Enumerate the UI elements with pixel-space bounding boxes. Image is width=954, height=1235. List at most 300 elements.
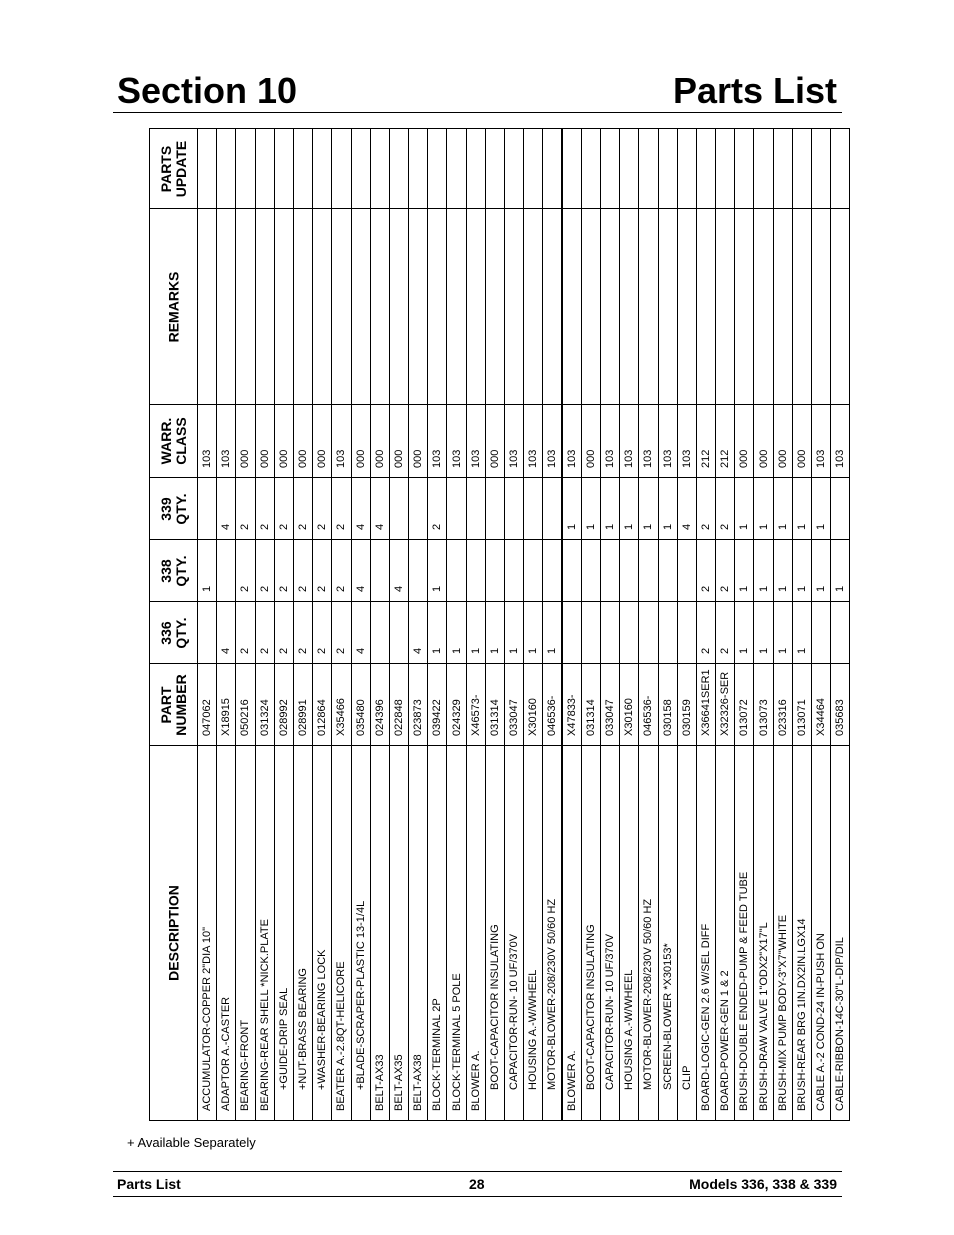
cell-warr-class	[236, 405, 255, 478]
cell-part-number	[677, 664, 696, 746]
header-qty-339	[150, 478, 198, 540]
text-part-number: 031314	[488, 699, 501, 736]
cell-qty-339	[754, 478, 773, 540]
text-warr-class: 000	[277, 449, 290, 468]
band-warr-class	[150, 405, 850, 478]
cell-qty-338	[543, 540, 562, 602]
cell-remarks	[792, 209, 811, 405]
text-part-number: 028991	[297, 699, 310, 736]
text-warr-class: 000	[373, 449, 386, 468]
cell-parts-update	[428, 129, 447, 209]
cell-qty-336	[620, 602, 639, 664]
cell-qty-339	[581, 478, 600, 540]
text-part-number: 013071	[795, 699, 808, 736]
cell-warr-class	[370, 405, 389, 478]
cell-qty-336	[370, 602, 389, 664]
cell-warr-class	[293, 405, 312, 478]
cell-part-number	[485, 664, 504, 746]
text-qty-339: 4	[680, 523, 693, 530]
cell-qty-339	[524, 478, 543, 540]
cell-description	[255, 746, 274, 1121]
text-qty-338: 1	[815, 585, 828, 592]
text-part-number: 012864	[316, 699, 329, 736]
cell-parts-update	[639, 129, 658, 209]
cell-remarks	[754, 209, 773, 405]
cell-qty-338	[351, 540, 370, 602]
text-warr-class: 000	[239, 449, 252, 468]
header-qty-339-line: QTY.	[172, 492, 189, 525]
cell-parts-update	[236, 129, 255, 209]
text-qty-339: 1	[584, 523, 597, 530]
text-description: CABLE A.-2 COND-24 IN-PUSH ON	[815, 933, 828, 1111]
cell-qty-338	[639, 540, 658, 602]
cell-remarks	[198, 209, 217, 405]
text-warr-class: 000	[412, 449, 425, 468]
cell-qty-336	[409, 602, 428, 664]
header-warr-class-line: WARR.	[157, 417, 174, 465]
text-warr-class: 103	[815, 449, 828, 468]
cell-description	[389, 746, 408, 1121]
cell-qty-336	[812, 602, 831, 664]
cell-parts-update	[562, 129, 581, 209]
text-description: ACCUMULATOR-COPPER 2"DIA 10"	[201, 926, 214, 1111]
cell-parts-update	[255, 129, 274, 209]
cell-parts-update	[524, 129, 543, 209]
cell-remarks	[428, 209, 447, 405]
cell-description	[543, 746, 562, 1121]
cell-description	[236, 746, 255, 1121]
text-qty-339: 2	[335, 523, 348, 530]
cell-qty-336	[600, 602, 619, 664]
text-warr-class: 103	[604, 449, 617, 468]
cell-part-number	[792, 664, 811, 746]
cell-qty-336	[351, 602, 370, 664]
footer-rule-bottom	[113, 1196, 842, 1197]
text-description: ADAPTOR A.-CASTER	[220, 996, 233, 1111]
cell-remarks	[370, 209, 389, 405]
cell-qty-339	[389, 478, 408, 540]
text-warr-class: 103	[642, 449, 655, 468]
cell-parts-update	[754, 129, 773, 209]
text-description: BEATER A.-2.8QT-HELICORE	[335, 961, 348, 1111]
text-description: CAPACITOR-RUN- 10 UF/370V	[604, 933, 617, 1090]
cell-description	[562, 746, 581, 1121]
text-qty-336: 4	[354, 647, 367, 654]
cell-remarks	[581, 209, 600, 405]
cell-description	[485, 746, 504, 1121]
cell-remarks	[620, 209, 639, 405]
text-warr-class: 000	[488, 449, 501, 468]
band-description	[150, 746, 850, 1121]
footer-models: Models 336, 338 & 339	[689, 1176, 837, 1192]
text-qty-339: 1	[776, 523, 789, 530]
cell-part-number	[754, 664, 773, 746]
cell-warr-class	[773, 405, 792, 478]
text-description: +WASHER-BEARING LOCK	[316, 949, 329, 1090]
cell-description	[773, 746, 792, 1121]
cell-qty-336	[428, 602, 447, 664]
cell-parts-update	[735, 129, 754, 209]
text-description: BOARD-LOGIC-GEN 2.6 W/SEL DIFF	[699, 923, 712, 1111]
cell-parts-update	[543, 129, 562, 209]
cell-part-number	[293, 664, 312, 746]
cell-qty-338	[581, 540, 600, 602]
text-description: BELT-AX38	[412, 1054, 425, 1111]
text-qty-336: 4	[220, 647, 233, 654]
text-warr-class: 000	[776, 449, 789, 468]
text-qty-339: 2	[719, 523, 732, 530]
text-qty-339: 1	[661, 523, 674, 530]
cell-warr-class	[600, 405, 619, 478]
text-qty-336: 2	[335, 647, 348, 654]
cell-qty-338	[255, 540, 274, 602]
cell-qty-336	[831, 602, 850, 664]
cell-qty-338	[620, 540, 639, 602]
text-qty-338: 2	[277, 585, 290, 592]
header-rule	[113, 112, 842, 113]
text-qty-339: 2	[277, 523, 290, 530]
cell-qty-338	[696, 540, 715, 602]
cell-qty-336	[466, 602, 485, 664]
text-part-number: X34464	[815, 698, 828, 736]
band-qty-336	[150, 602, 850, 664]
cell-description	[351, 746, 370, 1121]
cell-warr-class	[198, 405, 217, 478]
cell-qty-338	[217, 540, 236, 602]
text-part-number: X47833-	[565, 694, 578, 736]
cell-parts-update	[696, 129, 715, 209]
text-qty-339: 1	[623, 523, 636, 530]
cell-qty-338	[466, 540, 485, 602]
footnote: + Available Separately	[127, 1135, 256, 1150]
cell-qty-336	[792, 602, 811, 664]
cell-remarks	[773, 209, 792, 405]
text-qty-336: 1	[757, 647, 770, 654]
cell-qty-339	[677, 478, 696, 540]
cell-part-number	[505, 664, 524, 746]
cell-qty-339	[485, 478, 504, 540]
text-qty-336: 2	[277, 647, 290, 654]
text-warr-class: 103	[623, 449, 636, 468]
text-part-number: X35466	[335, 698, 348, 736]
cell-description	[696, 746, 715, 1121]
cell-qty-338	[409, 540, 428, 602]
cell-warr-class	[274, 405, 293, 478]
text-warr-class: 000	[354, 449, 367, 468]
text-qty-338: 4	[392, 585, 405, 592]
cell-warr-class	[658, 405, 677, 478]
text-part-number: 039422	[431, 699, 444, 736]
cell-parts-update	[351, 129, 370, 209]
cell-description	[505, 746, 524, 1121]
cell-qty-336	[716, 602, 735, 664]
text-description: BOOT-CAPACITOR INSULATING	[488, 924, 501, 1090]
text-qty-336: 2	[297, 647, 310, 654]
text-qty-338: 2	[297, 585, 310, 592]
header-warr-class	[150, 405, 198, 478]
text-warr-class: 103	[469, 449, 482, 468]
header-parts-update-line: PARTS	[157, 145, 174, 192]
cell-part-number	[524, 664, 543, 746]
text-warr-class: 103	[335, 449, 348, 468]
cell-qty-336	[562, 602, 581, 664]
text-description: HOUSING A.-W/WHEEL	[527, 969, 540, 1090]
text-description: MOTOR-BLOWER-208/230V 50/60 HZ	[546, 898, 559, 1090]
text-description: BLOWER A.	[565, 1050, 578, 1111]
text-qty-339: 1	[738, 523, 751, 530]
cell-description	[792, 746, 811, 1121]
text-description: BLOCK-TERMINAL 5 POLE	[450, 973, 463, 1111]
text-description: SCREEN-BLOWER *X30153*	[661, 943, 674, 1090]
cell-remarks	[696, 209, 715, 405]
cell-warr-class	[255, 405, 274, 478]
cell-qty-338	[485, 540, 504, 602]
parts-table	[149, 128, 850, 1121]
text-description: MOTOR-BLOWER-208/230V 50/60 HZ	[642, 898, 655, 1090]
text-qty-339: 1	[815, 523, 828, 530]
cell-qty-339	[543, 478, 562, 540]
text-qty-338: 1	[431, 585, 444, 592]
text-warr-class: 212	[699, 449, 712, 468]
cell-parts-update	[716, 129, 735, 209]
band-part-number	[150, 664, 850, 746]
text-part-number: 035683	[834, 699, 847, 736]
cell-parts-update	[370, 129, 389, 209]
cell-warr-class	[735, 405, 754, 478]
text-description: BRUSH-REAR BRG 1IN.DX2IN.LGX14	[795, 918, 808, 1111]
text-warr-class: 000	[258, 449, 271, 468]
cell-qty-336	[274, 602, 293, 664]
cell-part-number	[236, 664, 255, 746]
cell-qty-339	[812, 478, 831, 540]
text-qty-339: 2	[239, 523, 252, 530]
cell-qty-338	[293, 540, 312, 602]
cell-qty-338	[428, 540, 447, 602]
cell-warr-class	[313, 405, 332, 478]
cell-qty-338	[735, 540, 754, 602]
cell-qty-336	[293, 602, 312, 664]
cell-part-number	[447, 664, 466, 746]
cell-warr-class	[792, 405, 811, 478]
cell-qty-338	[812, 540, 831, 602]
cell-part-number	[217, 664, 236, 746]
cell-qty-338	[600, 540, 619, 602]
cell-qty-339	[293, 478, 312, 540]
cell-qty-339	[716, 478, 735, 540]
header-parts-update-line: UPDATE	[172, 140, 189, 197]
header-qty-336-line: QTY.	[172, 616, 189, 649]
text-qty-338: 2	[316, 585, 329, 592]
cell-qty-339	[466, 478, 485, 540]
text-description: +BLADE-SCRAPER-PLASTIC 13-1/4L	[354, 900, 367, 1090]
cell-qty-338	[562, 540, 581, 602]
page-number: 28	[469, 1176, 485, 1192]
text-warr-class: 000	[584, 449, 597, 468]
text-warr-class: 103	[834, 449, 847, 468]
cell-qty-336	[581, 602, 600, 664]
cell-warr-class	[831, 405, 850, 478]
cell-description	[466, 746, 485, 1121]
cell-remarks	[236, 209, 255, 405]
text-qty-336: 1	[508, 647, 521, 654]
text-qty-339: 2	[258, 523, 271, 530]
text-part-number: X30160	[527, 698, 540, 736]
cell-part-number	[831, 664, 850, 746]
cell-qty-338	[831, 540, 850, 602]
cell-parts-update	[505, 129, 524, 209]
cell-parts-update	[313, 129, 332, 209]
cell-qty-338	[389, 540, 408, 602]
text-qty-336: 1	[469, 647, 482, 654]
text-qty-336: 1	[431, 647, 444, 654]
text-qty-339: 4	[354, 523, 367, 530]
cell-qty-336	[677, 602, 696, 664]
cell-parts-update	[198, 129, 217, 209]
cell-qty-339	[600, 478, 619, 540]
text-qty-336: 2	[258, 647, 271, 654]
text-part-number: 028992	[277, 699, 290, 736]
cell-parts-update	[581, 129, 600, 209]
text-qty-336: 2	[719, 647, 732, 654]
cell-remarks	[562, 209, 581, 405]
cell-parts-update	[773, 129, 792, 209]
cell-qty-339	[217, 478, 236, 540]
cell-warr-class	[562, 405, 581, 478]
cell-parts-update	[485, 129, 504, 209]
text-warr-class: 000	[757, 449, 770, 468]
cell-part-number	[812, 664, 831, 746]
cell-warr-class	[389, 405, 408, 478]
text-qty-336: 1	[738, 647, 751, 654]
cell-qty-336	[696, 602, 715, 664]
cell-qty-338	[313, 540, 332, 602]
cell-warr-class	[543, 405, 562, 478]
header-description-line: DESCRIPTION	[165, 885, 181, 981]
cell-description	[754, 746, 773, 1121]
cell-qty-339	[831, 478, 850, 540]
header-qty-336	[150, 602, 198, 664]
cell-qty-339	[735, 478, 754, 540]
cell-qty-336	[505, 602, 524, 664]
cell-description	[332, 746, 351, 1121]
cell-remarks	[466, 209, 485, 405]
cell-qty-338	[274, 540, 293, 602]
cell-description	[677, 746, 696, 1121]
text-qty-336: 1	[546, 647, 559, 654]
cell-description	[370, 746, 389, 1121]
text-qty-339: 4	[220, 523, 233, 530]
text-description: +NUT-BRASS BEARING	[297, 968, 310, 1090]
text-part-number: 035480	[354, 699, 367, 736]
text-part-number: X46573-	[469, 694, 482, 736]
footer-title: Parts List	[117, 1176, 181, 1192]
cell-parts-update	[677, 129, 696, 209]
cell-qty-339	[255, 478, 274, 540]
cell-remarks	[351, 209, 370, 405]
text-qty-338: 1	[834, 585, 847, 592]
cell-remarks	[600, 209, 619, 405]
text-qty-338: 2	[239, 585, 252, 592]
cell-remarks	[485, 209, 504, 405]
cell-warr-class	[217, 405, 236, 478]
text-warr-class: 103	[220, 449, 233, 468]
text-qty-339: 4	[373, 523, 386, 530]
cell-warr-class	[524, 405, 543, 478]
cell-remarks	[658, 209, 677, 405]
cell-parts-update	[466, 129, 485, 209]
text-part-number: 046536-	[642, 695, 655, 736]
cell-qty-336	[524, 602, 543, 664]
text-warr-class: 000	[297, 449, 310, 468]
cell-qty-338	[236, 540, 255, 602]
text-description: BRUSH-MIX PUMP BODY-3"X7"WHITE	[776, 914, 789, 1111]
text-description: CABLE-RIBBON-14C-30"L-DIP/DIL	[834, 937, 847, 1111]
cell-description	[812, 746, 831, 1121]
text-description: BOARD-POWER-GEN 1 & 2	[719, 970, 732, 1111]
cell-parts-update	[274, 129, 293, 209]
text-warr-class: 103	[680, 449, 693, 468]
cell-description	[620, 746, 639, 1121]
header-qty-339-line: 339	[157, 496, 174, 521]
cell-part-number	[773, 664, 792, 746]
footer-rule-top	[113, 1171, 842, 1172]
cell-qty-339	[773, 478, 792, 540]
cell-qty-336	[236, 602, 255, 664]
cell-remarks	[735, 209, 754, 405]
cell-qty-336	[773, 602, 792, 664]
header-warr-class-line: CLASS	[172, 417, 189, 465]
cell-remarks	[447, 209, 466, 405]
cell-qty-336	[735, 602, 754, 664]
cell-parts-update	[620, 129, 639, 209]
cell-qty-339	[198, 478, 217, 540]
cell-part-number	[658, 664, 677, 746]
cell-remarks	[524, 209, 543, 405]
cell-part-number	[600, 664, 619, 746]
cell-description	[447, 746, 466, 1121]
cell-qty-338	[716, 540, 735, 602]
text-description: BOOT-CAPACITOR INSULATING	[584, 924, 597, 1090]
text-qty-338: 4	[354, 585, 367, 592]
header-parts-update	[150, 129, 198, 209]
text-part-number: 024396	[373, 699, 386, 736]
cell-description	[274, 746, 293, 1121]
section-number: Section 10	[117, 70, 298, 111]
header-remarks	[150, 209, 198, 405]
cell-part-number	[389, 664, 408, 746]
cell-remarks	[831, 209, 850, 405]
text-part-number: 050216	[239, 699, 252, 736]
cell-parts-update	[217, 129, 236, 209]
cell-part-number	[696, 664, 715, 746]
cell-qty-339	[696, 478, 715, 540]
cell-qty-338	[677, 540, 696, 602]
text-qty-339: 2	[316, 523, 329, 530]
cell-remarks	[217, 209, 236, 405]
cell-parts-update	[389, 129, 408, 209]
cell-parts-update	[447, 129, 466, 209]
text-qty-336: 2	[239, 647, 252, 654]
cell-description	[600, 746, 619, 1121]
text-qty-336: 4	[412, 647, 425, 654]
text-warr-class: 103	[450, 449, 463, 468]
cell-qty-336	[389, 602, 408, 664]
text-description: BEARING-FRONT	[239, 1019, 252, 1111]
cell-description	[581, 746, 600, 1121]
text-part-number: 031324	[258, 699, 271, 736]
text-part-number: 030158	[661, 699, 674, 736]
cell-qty-339	[505, 478, 524, 540]
